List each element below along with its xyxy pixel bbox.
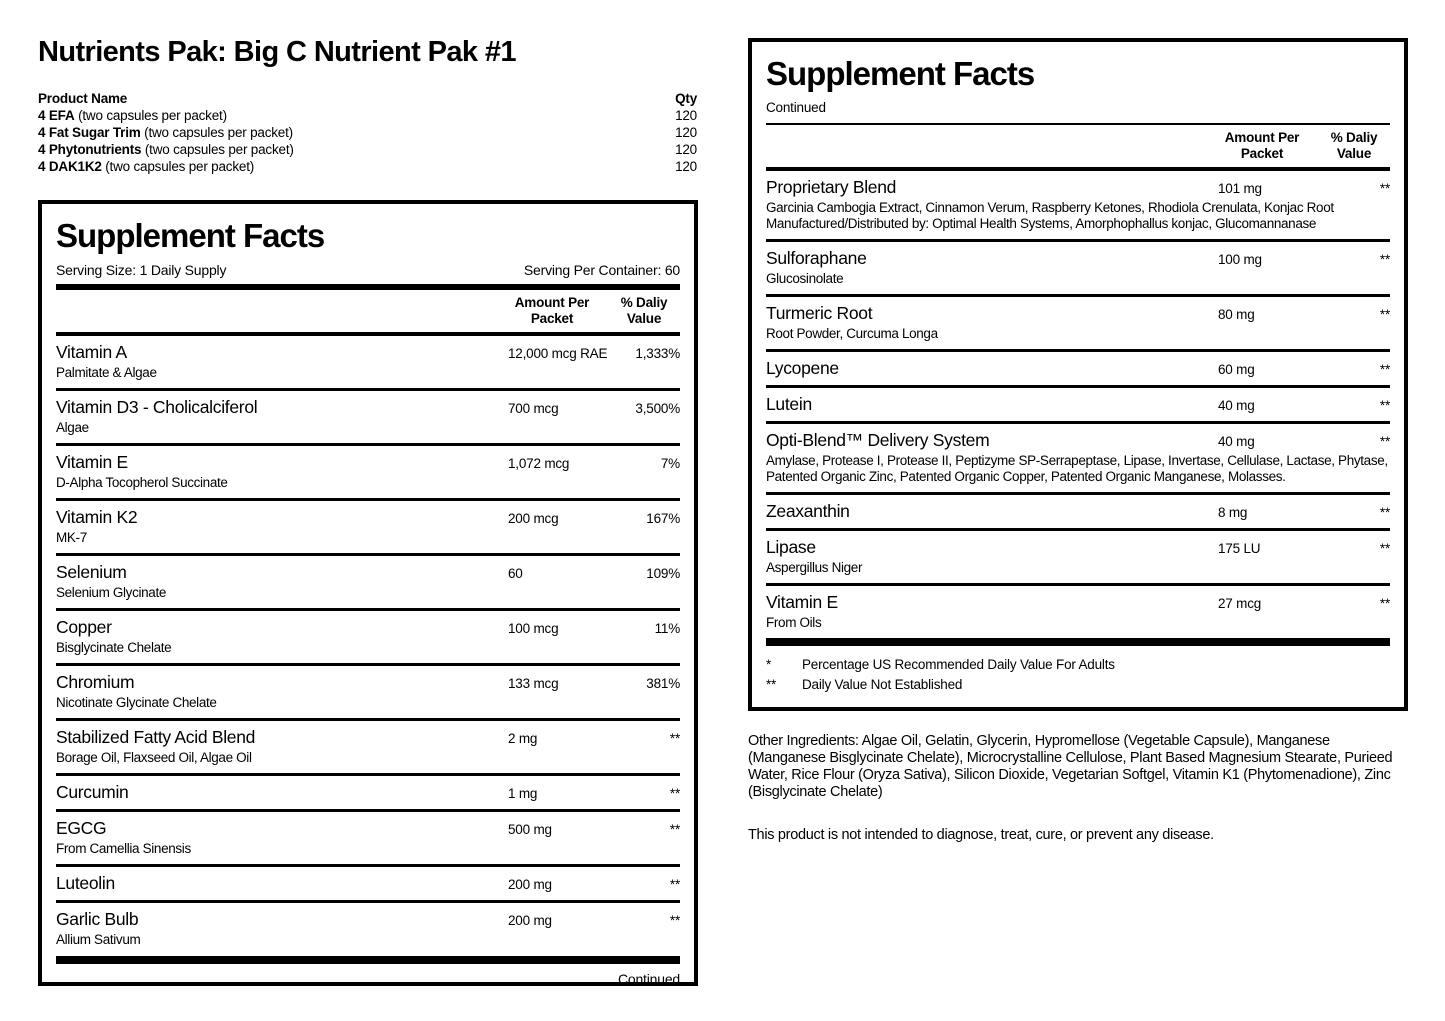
- nutrient-description: From Oils: [766, 615, 822, 630]
- nutrient-name: Vitamin K2: [56, 507, 138, 527]
- product-qty: 120: [675, 142, 697, 157]
- nutrient-row-main: [56, 342, 680, 362]
- nutrient-daily-value: 167%: [646, 511, 680, 526]
- nutrient-daily-value: **: [1379, 596, 1390, 611]
- daily-value-column-header: % Daliy Value: [620, 295, 668, 326]
- nutrient-row-main: [766, 592, 1390, 612]
- column-header-row: [56, 290, 680, 336]
- nutrient-name: Chromium: [56, 672, 135, 692]
- product-name-header: Product Name: [38, 91, 128, 106]
- nutrient-amount: 27 mcg: [1218, 596, 1262, 611]
- nutrient-name: Opti-Blend™ Delivery System: [766, 430, 990, 450]
- nutrient-row: [56, 498, 680, 553]
- product-name: 4 EFA (two capsules per packet): [38, 108, 227, 123]
- nutrient-row-main: [766, 303, 1390, 323]
- footnote-row: [766, 675, 1390, 695]
- nutrient-description: Borage Oil, Flaxseed Oil, Algae Oil: [56, 750, 252, 765]
- nutrient-daily-value: 381%: [646, 676, 680, 691]
- nutrient-daily-value: **: [669, 822, 680, 837]
- thick-rule: [766, 638, 1390, 646]
- nutrient-daily-value: 1,333%: [635, 346, 680, 361]
- product-qty: 120: [675, 125, 697, 140]
- nutrient-row-main: [56, 452, 680, 472]
- serving-size: Serving Size: 1 Daily Supply: [56, 262, 227, 278]
- nutrient-name: Lycopene: [766, 358, 839, 378]
- nutrient-row: [766, 421, 1390, 492]
- bottom-text-section: [748, 733, 1398, 844]
- product-row: [38, 124, 697, 141]
- nutrient-amount: 175 LU: [1218, 541, 1261, 556]
- nutrient-name: Selenium: [56, 562, 127, 582]
- thick-rule: [56, 956, 680, 964]
- nutrient-row: [766, 492, 1390, 528]
- column-header-row: [766, 125, 1390, 171]
- nutrient-row: [56, 443, 680, 498]
- nutrient-row-main: [56, 909, 680, 929]
- nutrient-row-main: [56, 562, 680, 582]
- nutrient-daily-value: 7%: [660, 456, 680, 471]
- nutrient-daily-value: 109%: [646, 566, 680, 581]
- continued-label: Continued: [617, 971, 680, 987]
- nutrient-row: [56, 608, 680, 663]
- nutrient-row-main: [766, 358, 1390, 378]
- nutrient-description: Nicotinate Glycinate Chelate: [56, 695, 217, 710]
- nutrient-daily-value: **: [1379, 505, 1390, 520]
- nutrient-name: Vitamin E: [766, 592, 838, 612]
- nutrient-row-main: [56, 727, 680, 747]
- nutrient-row: [56, 809, 680, 864]
- nutrient-row-main: [766, 248, 1390, 268]
- nutrient-amount: 40 mg: [1218, 434, 1255, 449]
- nutrient-row: [766, 385, 1390, 421]
- product-rows: [38, 107, 697, 175]
- nutrient-row: [766, 349, 1390, 385]
- nutrient-amount: 8 mg: [1218, 505, 1248, 520]
- nutrient-daily-value: **: [669, 913, 680, 928]
- nutrient-amount: 12,000 mcg RAE: [508, 346, 608, 361]
- nutrient-amount: 60 mg: [1218, 362, 1255, 377]
- nutrient-daily-value: **: [1379, 181, 1390, 196]
- nutrient-daily-value: **: [1379, 252, 1390, 267]
- serving-info-row: [56, 262, 680, 290]
- nutrient-description: Bisglycinate Chelate: [56, 640, 172, 655]
- nutrient-row: [56, 864, 680, 900]
- nutrient-amount: 1,072 mcg: [508, 456, 570, 471]
- nutrient-name: Stabilized Fatty Acid Blend: [56, 727, 256, 747]
- servings-per-container: Serving Per Container: 60: [523, 262, 680, 278]
- nutrient-daily-value: 3,500%: [635, 401, 680, 416]
- nutrient-row-main: [56, 818, 680, 838]
- nutrient-daily-value: **: [1379, 307, 1390, 322]
- nutrient-description: Garcinia Cambogia Extract, Cinnamon Verum, Raspberry Ketones, Rhodiola Crenulata, Konjac Root Manufactured/Distributed by: Optimal Health Systems, Amorphophallus konjac, Glucomannanase: [766, 200, 1334, 231]
- nutrient-name: Luteolin: [56, 873, 115, 893]
- nutrient-description: From Camellia Sinensis: [56, 841, 191, 856]
- nutrient-rows: [766, 171, 1390, 638]
- product-name: 4 DAK1K2 (two capsules per packet): [38, 159, 255, 174]
- nutrient-description: Algae: [56, 420, 89, 435]
- nutrient-description: MK-7: [56, 530, 87, 545]
- product-name: 4 Phytonutrients (two capsules per packet): [38, 142, 294, 157]
- nutrient-name: Vitamin E: [56, 452, 128, 472]
- product-row: [38, 107, 697, 124]
- nutrient-row: [56, 553, 680, 608]
- continued-subtitle: Continued: [766, 100, 826, 115]
- nutrient-row-main: [56, 782, 680, 802]
- nutrient-row-main: [766, 537, 1390, 557]
- nutrient-daily-value: **: [669, 877, 680, 892]
- nutrient-name: EGCG: [56, 818, 107, 838]
- nutrient-row-main: [56, 672, 680, 692]
- nutrient-amount: 100 mcg: [508, 621, 559, 636]
- nutrient-name: Turmeric Root: [766, 303, 873, 323]
- nutrient-row-main: [56, 507, 680, 527]
- nutrient-rows: [56, 336, 680, 955]
- nutrient-description: Glucosinolate: [766, 271, 844, 286]
- pack-summary: [38, 36, 697, 175]
- product-name: 4 Fat Sugar Trim (two capsules per packet): [38, 125, 293, 140]
- nutrient-amount: 200 mg: [508, 913, 552, 928]
- footnotes: [766, 646, 1390, 695]
- disclaimer-text: This product is not intended to diagnose, treat, cure, or prevent any disease.: [748, 827, 1214, 843]
- nutrient-daily-value: **: [1379, 434, 1390, 449]
- amount-column-header: Amount Per Packet: [514, 295, 590, 326]
- product-name-bold: 4 Fat Sugar Trim: [38, 125, 141, 140]
- page-title: Nutrients Pak: Big C Nutrient Pak #1: [38, 36, 516, 68]
- footnote-row: [766, 655, 1390, 675]
- nutrient-row: [56, 388, 680, 443]
- nutrient-name: Proprietary Blend: [766, 177, 897, 197]
- nutrient-description: Palmitate & Algae: [56, 365, 157, 380]
- footnote-text: Percentage US Recommended Daily Value For Adults: [802, 657, 1115, 672]
- nutrient-amount: 40 mg: [1218, 398, 1255, 413]
- nutrient-name: Copper: [56, 617, 112, 637]
- nutrient-daily-value: **: [1379, 398, 1390, 413]
- nutrient-row: [766, 294, 1390, 349]
- nutrient-row: [56, 900, 680, 955]
- supplement-facts-panel-2: [748, 38, 1408, 711]
- nutrient-name: Sulforaphane: [766, 248, 867, 268]
- nutrient-amount: 700 mcg: [508, 401, 559, 416]
- daily-value-column-header: % Daliy Value: [1330, 130, 1378, 161]
- nutrient-description: Amylase, Protease I, Protease II, Peptizyme SP-Serrapeptase, Lipase, Invertase, Cellulase, Lactase, Phytase, Patented Organic Zinc, Patented Organic Copper, Patented Organic Manganese, Molasses.: [766, 453, 1388, 484]
- product-qty: 120: [675, 108, 697, 123]
- nutrient-amount: 133 mcg: [508, 676, 559, 691]
- nutrient-row-main: [56, 873, 680, 893]
- nutrient-daily-value: **: [1379, 541, 1390, 556]
- nutrient-row: [766, 171, 1390, 239]
- nutrient-name: Lipase: [766, 537, 816, 557]
- nutrient-name: Vitamin A: [56, 342, 127, 362]
- footnote-symbol: **: [766, 677, 777, 692]
- nutrient-daily-value: **: [669, 786, 680, 801]
- product-name-bold: 4 EFA: [38, 108, 75, 123]
- nutrient-row-main: [56, 617, 680, 637]
- nutrient-description: Aspergillus Niger: [766, 560, 863, 575]
- product-name-bold: 4 DAK1K2: [38, 159, 102, 174]
- nutrient-name: Curcumin: [56, 782, 129, 802]
- product-qty: 120: [675, 159, 697, 174]
- nutrient-amount: 100 mg: [1218, 252, 1262, 267]
- nutrient-amount: 200 mcg: [508, 511, 559, 526]
- supplement-facts-title: Supplement Facts: [56, 217, 325, 254]
- nutrient-name: Garlic Bulb: [56, 909, 139, 929]
- nutrient-amount: 1 mg: [508, 786, 538, 801]
- other-ingredients-text: Other Ingredients: Algae Oil, Gelatin, Glycerin, Hypromellose (Vegetable Capsule), Manganese (Manganese Bisglycinate Chelate), Microcrystalline Cellulose, Plant Based Magnesium Stearate, Purieed Water, Rice Flour (Oryza Sativa), Silicon Dioxide, Vegetarian Softgel, Vitamin K1 (Phytomenadione), Zinc (Bisglycinate Chelate): [748, 733, 1393, 800]
- nutrient-daily-value: **: [669, 731, 680, 746]
- nutrient-row-main: [56, 397, 680, 417]
- nutrient-amount: 60: [508, 566, 523, 581]
- nutrient-amount: 2 mg: [508, 731, 538, 746]
- footnote-symbol: *: [766, 657, 772, 672]
- nutrient-description: Root Powder, Curcuma Longa: [766, 326, 938, 341]
- nutrient-row: [56, 773, 680, 809]
- nutrient-description: Allium Sativum: [56, 932, 141, 947]
- product-qty-header: Qty: [675, 91, 697, 106]
- nutrient-amount: 80 mg: [1218, 307, 1255, 322]
- nutrient-row-main: [766, 430, 1390, 450]
- nutrient-row: [766, 239, 1390, 294]
- panel-footer: [766, 638, 1390, 695]
- nutrient-name: Zeaxanthin: [766, 501, 850, 521]
- product-name-bold: 4 Phytonutrients: [38, 142, 142, 157]
- nutrient-row: [56, 718, 680, 773]
- product-row: [38, 141, 697, 158]
- nutrient-daily-value: **: [1379, 362, 1390, 377]
- nutrient-daily-value: 11%: [654, 621, 680, 636]
- nutrient-row-main: [766, 394, 1390, 414]
- nutrient-row: [766, 583, 1390, 638]
- nutrient-name: Vitamin D3 - Cholicalciferol: [56, 397, 258, 417]
- amount-column-header: Amount Per Packet: [1224, 130, 1300, 161]
- nutrient-row: [56, 336, 680, 388]
- nutrient-amount: 200 mg: [508, 877, 552, 892]
- nutrient-description: Selenium Glycinate: [56, 585, 167, 600]
- nutrient-name: Lutein: [766, 394, 812, 414]
- product-table-header: [38, 90, 697, 107]
- panel-footer: [56, 956, 680, 987]
- supplement-facts-panel-1: [38, 200, 698, 986]
- product-row: [38, 158, 697, 175]
- nutrient-amount: 101 mg: [1218, 181, 1262, 196]
- nutrient-row-main: [766, 177, 1390, 197]
- nutrient-row: [56, 663, 680, 718]
- nutrient-description: D-Alpha Tocopherol Succinate: [56, 475, 228, 490]
- nutrient-row: [766, 528, 1390, 583]
- supplement-facts-title: Supplement Facts: [766, 55, 1035, 92]
- footnote-text: Daily Value Not Established: [802, 677, 963, 692]
- nutrient-amount: 500 mg: [508, 822, 552, 837]
- product-table: [38, 90, 697, 175]
- nutrient-row-main: [766, 501, 1390, 521]
